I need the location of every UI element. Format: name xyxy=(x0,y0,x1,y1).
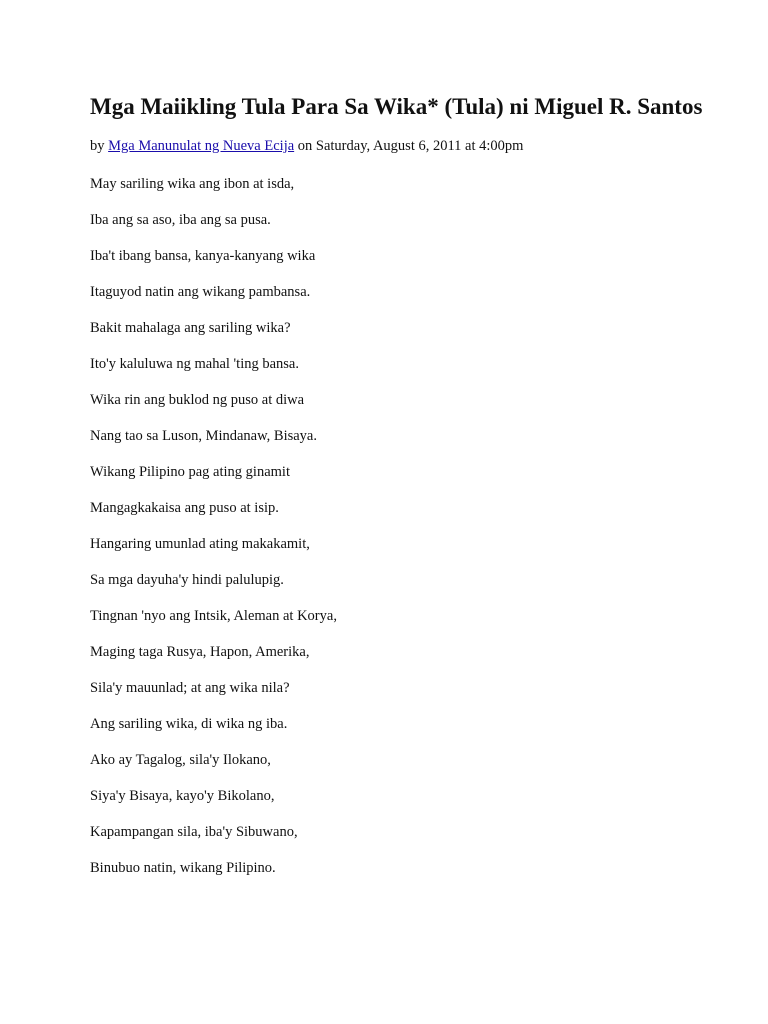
poem-line: Ang sariling wika, di wika ng iba. xyxy=(90,716,288,732)
poem-line: Wika rin ang buklod ng puso at diwa xyxy=(90,392,305,408)
poem-line: Ako ay Tagalog, sila'y Ilokano, xyxy=(90,752,271,768)
poem-line: Bakit mahalaga ang sariling wika? xyxy=(90,320,291,336)
poem-lines xyxy=(90,166,730,886)
poem-line: Tingnan 'nyo ang Intsik, Aleman at Korya, xyxy=(90,608,337,624)
poem-line: Mangagkakaisa ang puso at isip. xyxy=(90,500,279,516)
poem-line: Wikang Pilipino pag ating ginamit xyxy=(90,464,290,480)
poem-line: Nang tao sa Luson, Mindanaw, Bisaya. xyxy=(90,428,317,444)
poem-line: Maging taga Rusya, Hapon, Amerika, xyxy=(90,644,310,660)
byline-date: on Saturday, August 6, 2011 at 4:00pm xyxy=(297,138,524,154)
byline xyxy=(90,137,730,155)
poem-line: Binubuo natin, wikang Pilipino. xyxy=(90,860,276,876)
poem-line: May sariling wika ang ibon at isda, xyxy=(90,176,295,192)
poem-line: Hangaring umunlad ating makakamit, xyxy=(90,536,310,552)
poem-line: Iba ang sa aso, iba ang sa pusa. xyxy=(90,212,271,228)
poem-line: Sila'y mauunlad; at ang wika nila? xyxy=(90,680,290,696)
byline-prefix: by xyxy=(90,138,105,154)
poem-line: Siya'y Bisaya, kayo'y Bikolano, xyxy=(90,788,275,804)
note-page xyxy=(90,92,730,886)
poem-line: Iba't ibang bansa, kanya-kanyang wika xyxy=(90,248,316,264)
poem-line: Ito'y kaluluwa ng mahal 'ting bansa. xyxy=(90,356,299,372)
poem-line: Sa mga dayuha'y hindi palulupig. xyxy=(90,572,284,588)
poem-line: Kapampangan sila, iba'y Sibuwano, xyxy=(90,824,298,840)
author-link[interactable]: Mga Manunulat ng Nueva Ecija xyxy=(108,138,295,154)
poem-line: Itaguyod natin ang wikang pambansa. xyxy=(90,284,311,300)
note-title: Mga Maiikling Tula Para Sa Wika* (Tula) ni Miguel R. Santos xyxy=(90,94,703,119)
